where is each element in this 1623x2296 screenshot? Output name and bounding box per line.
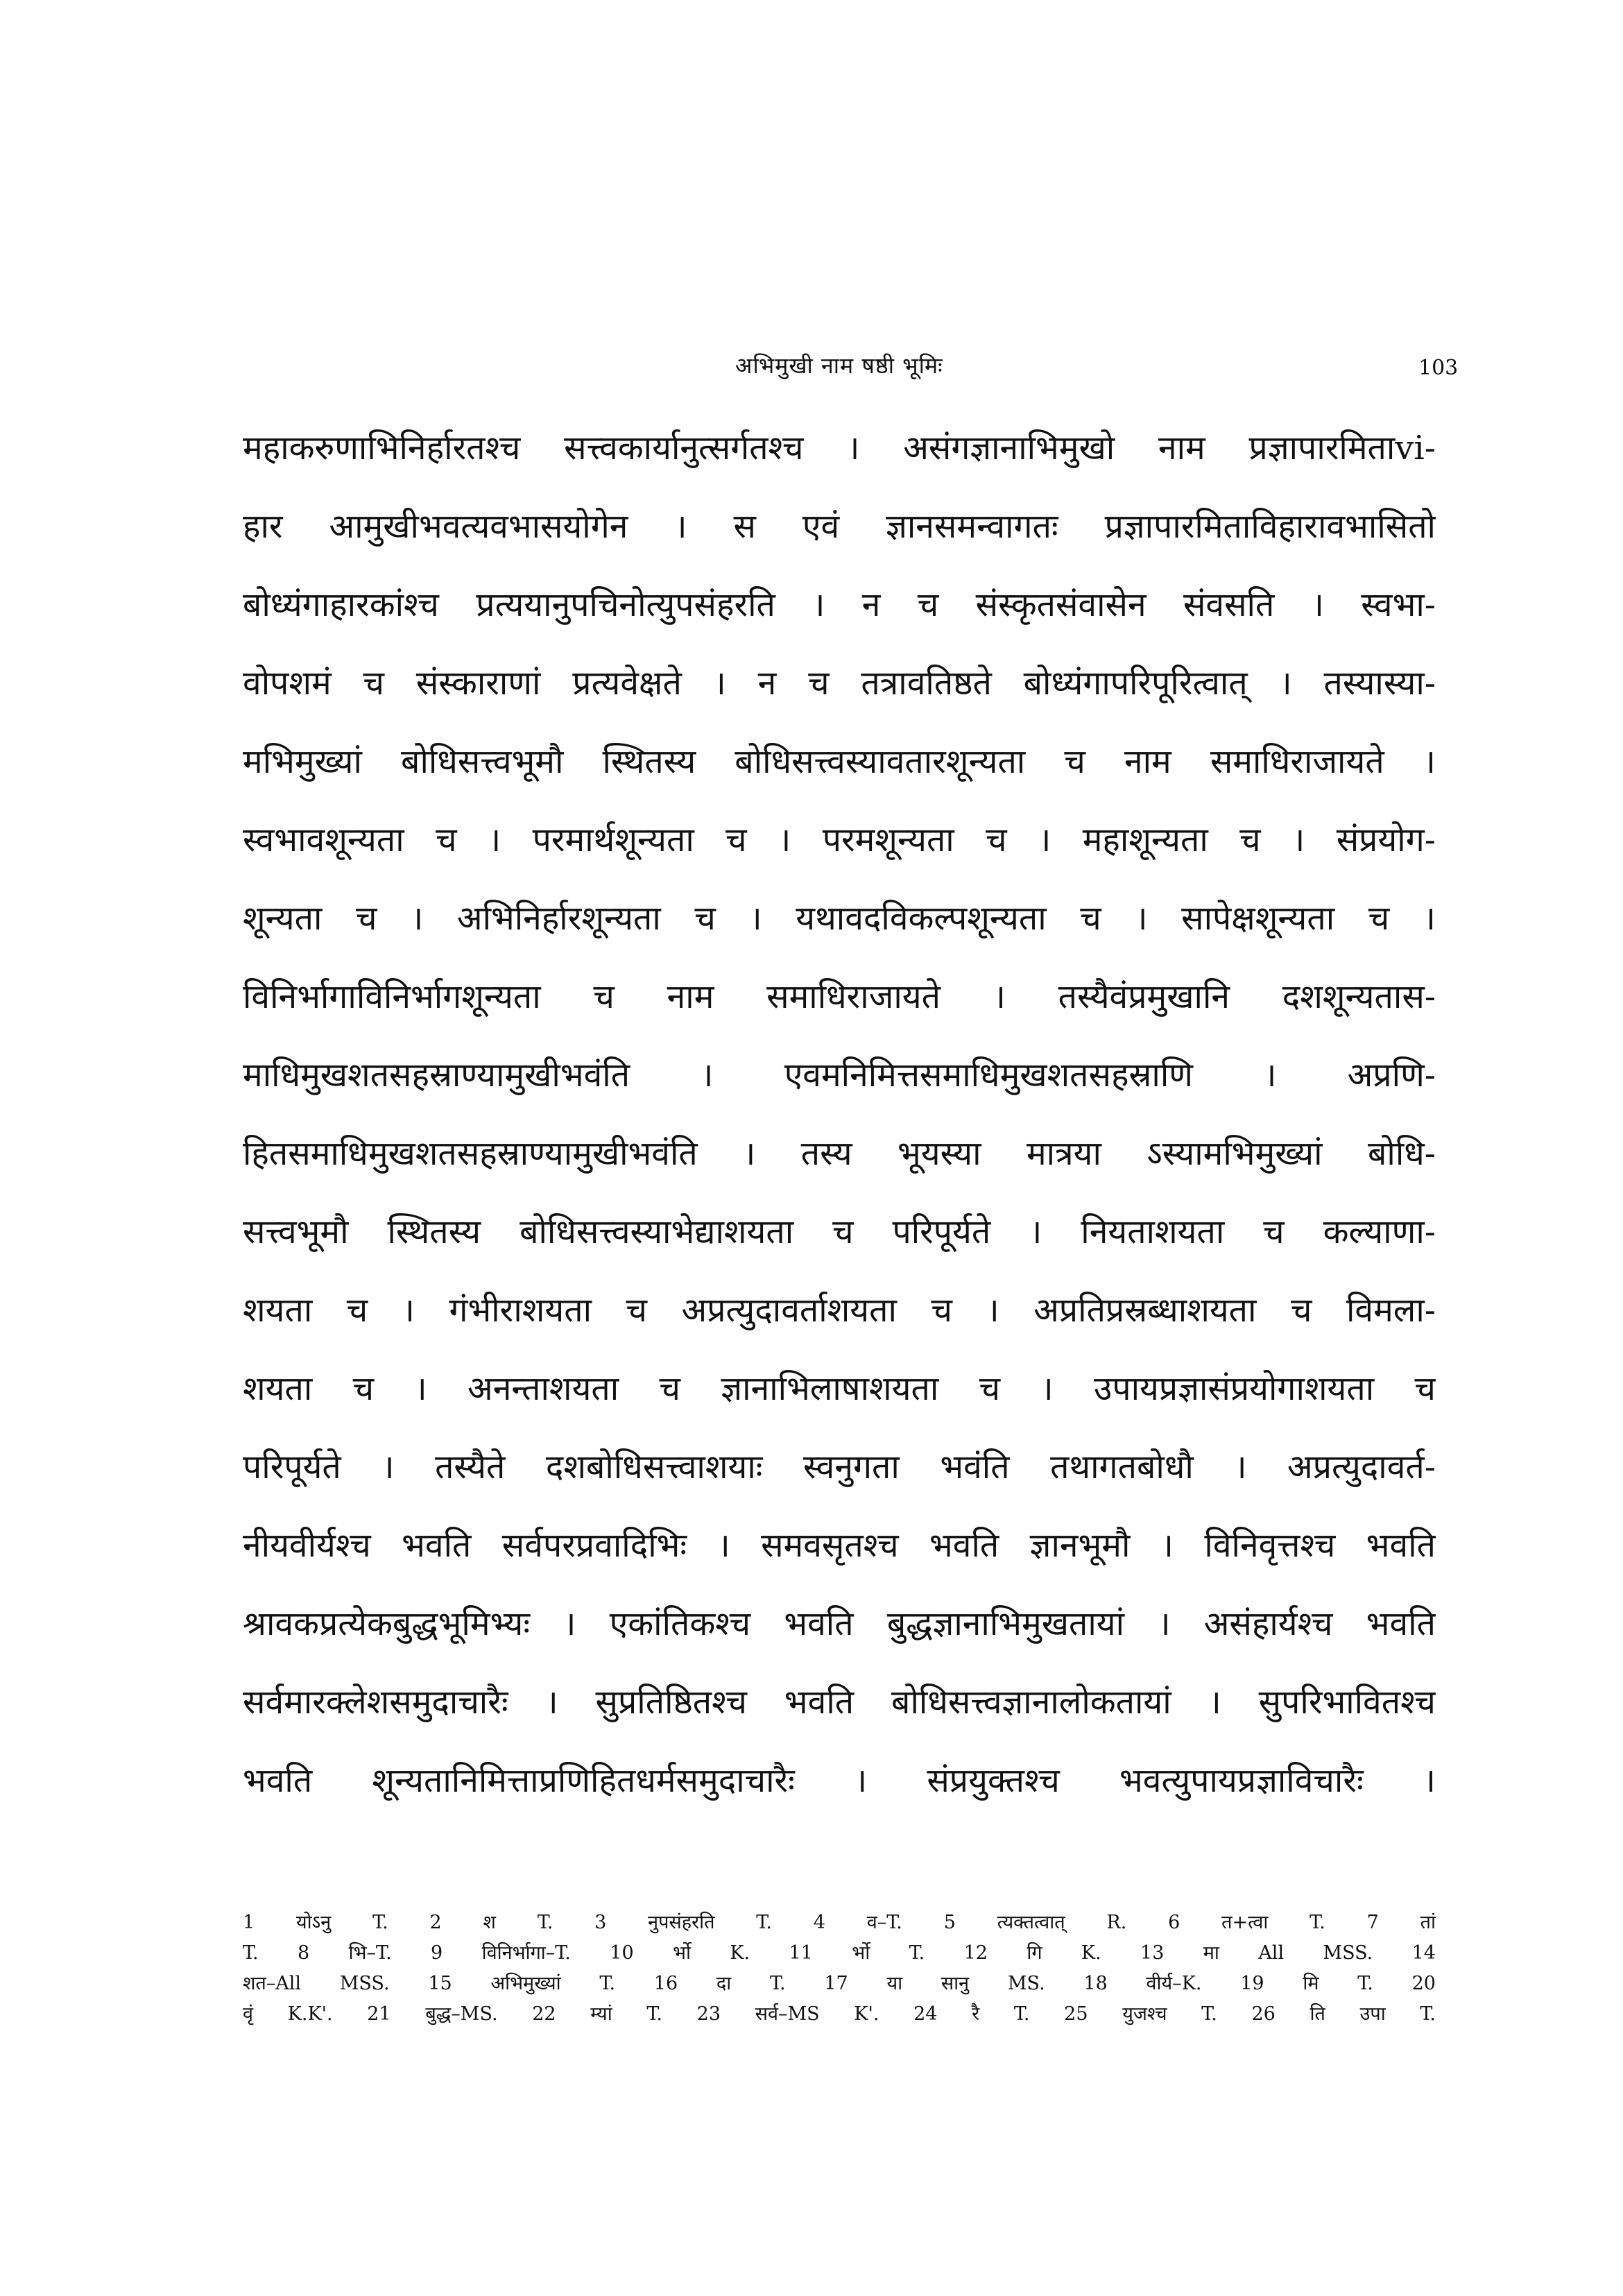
text-line: शयता च । अनन्ताशयता च ज्ञानाभिलाषाशयता च । उपायप्रज्ञासंप्रयोगाशयता च	[243, 1369, 1436, 1408]
text-line: शयता च । गंभीराशयता च अप्रत्युदावर्ताशयता च । अप्रतिप्रस्रब्धाशयता च विमला-	[243, 1291, 1436, 1330]
footnote-line: शत–All MSS. 15 अभिमुख्यां T. 16 दा T. 17 या सानु MS. 18 वीर्य–K. 19 मि T. 20	[243, 1973, 1436, 1994]
text-line: हार आमुखीभवत्यवभासयोगेन । स एवं ज्ञानसमन्वागतः प्रज्ञापारमिताविहारावभासितो	[243, 507, 1436, 546]
text-line: सत्त्वभूमौ स्थितस्य बोधिसत्त्वस्याभेद्याशयता च परिपूर्यते । नियताशयता च कल्याणा-	[243, 1213, 1436, 1251]
footnote-line: 1 योऽनु T. 2 श T. 3 नुपसंहरति T. 4 व–T. 5 त्यक्तत्वात् R. 6 त+त्वा T. 7 तां	[243, 1912, 1436, 1933]
text-line: मभिमुख्यां बोधिसत्त्वभूमौ स्थितस्य बोधिसत्त्वस्यावतारशून्यता च नाम समाधिराजायते ।	[243, 742, 1436, 781]
text-line: नीयवीर्यश्च भवति सर्वपरप्रवादिभिः । समवसृतश्च भवति ज्ञानभूमौ । विनिवृत्तश्च भवति	[243, 1526, 1436, 1565]
text-line: स्वभावशून्यता च । परमार्थशून्यता च । परमशून्यता च । महाशून्यता च । संप्रयोग-	[243, 821, 1436, 859]
text-line: परिपूर्यते । तस्यैते दशबोधिसत्त्वाशयाः स्वनुगता भवंति तथागतबोधौ । अप्रत्युदावर्त-	[243, 1448, 1436, 1487]
text-line: हितसमाधिमुखशतसहस्राण्यामुखीभवंति । तस्य भूयस्या मात्रया ऽस्यामभिमुख्यां बोधि-	[243, 1134, 1436, 1173]
running-head	[0, 350, 1623, 392]
text-line: सर्वमारक्लेशसमुदाचारैः । सुप्रतिष्ठितश्च भवति बोधिसत्त्वज्ञानालोकतायां । सुपरिभावितश्च	[243, 1683, 1436, 1722]
running-title: अभिमुखी नाम षष्ठी भूमिः	[735, 352, 943, 379]
text-line: शून्यता च । अभिनिर्हारशून्यता च । यथावदविकल्पशून्यता च । सापेक्षशून्यता च ।	[243, 899, 1436, 938]
text-line: महाकरुणाभिनिर्हारतश्च सत्त्वकार्यानुत्सर्गतश्च । असंगज्ञानाभिमुखो नाम प्रज्ञापारमिताvi-	[243, 429, 1436, 468]
footnotes	[243, 1908, 1436, 2030]
page-number: 103	[1418, 356, 1459, 380]
text-line: वोपशमं च संस्काराणां प्रत्यवेक्षते । न च तत्रावतिष्ठते बोध्यंगापरिपूरित्वात् । तस्यास्या-	[243, 664, 1436, 703]
footnote-line: वृं K.K'. 21 बुद्ध–MS. 22 म्यां T. 23 सर्व–MS K'. 24 रै T. 25 युजश्च T. 26 ति उपा T.	[243, 2003, 1436, 2025]
text-line: भवति शून्यतानिमित्ताप्रणिहितधर्मसमुदाचारैः । संप्रयुक्तश्च भवत्युपायप्रज्ञाविचारैः ।	[243, 1761, 1436, 1800]
text-line: माधिमुखशतसहस्राण्यामुखीभवंति । एवमनिमित्तसमाधिमुखशतसहस्राणि । अप्रणि-	[243, 1056, 1436, 1095]
footnote-line: T. 8 भि–T. 9 विनिर्भागा–T. 10 र्भो K. 11 र्भो T. 12 गि K. 13 मा All MSS. 14	[243, 1942, 1436, 1964]
text-line: श्रावकप्रत्येकबुद्धभूमिभ्यः । एकांतिकश्च भवति बुद्धज्ञानाभिमुखतायां । असंहार्यश्च भवति	[243, 1604, 1436, 1643]
main-text	[243, 409, 1436, 1820]
text-line: बोध्यंगाहारकांश्च प्रत्ययानुपचिनोत्युपसंहरति । न च संस्कृतसंवासेन संवसति । स्वभा-	[243, 585, 1436, 624]
text-line: विनिर्भागाविनिर्भागशून्यता च नाम समाधिराजायते । तस्यैवंप्रमुखानि दशशून्यतास-	[243, 977, 1436, 1016]
